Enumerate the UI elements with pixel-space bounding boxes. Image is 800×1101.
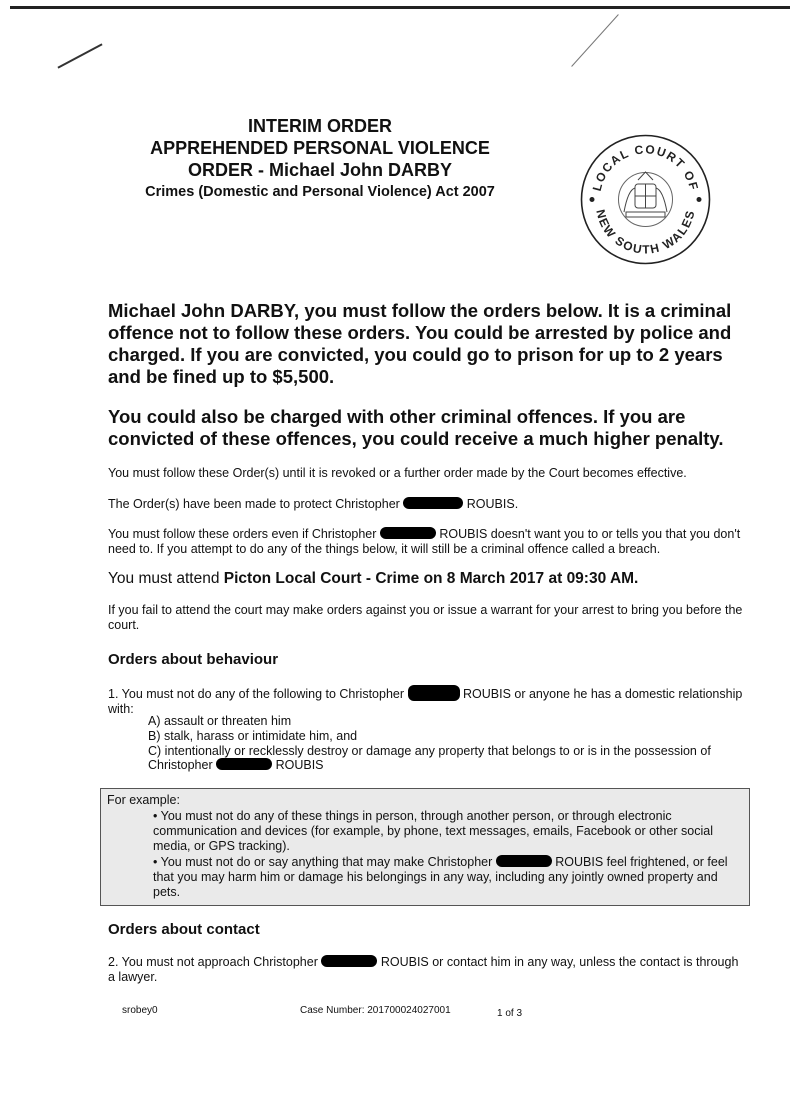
bullet2-text-pre: • You must not do or say anything that may make Christopher	[153, 855, 493, 869]
title-line-3: ORDER - Michael John DARBY	[187, 160, 453, 180]
court-seal-icon	[578, 132, 713, 267]
contact-heading: Orders about contact	[108, 921, 260, 938]
seal-top-text: LOCAL COURT OF	[589, 142, 702, 193]
court-date: Picton Local Court - Crime on 8 March 2017 at 09:30 AM.	[223, 570, 639, 587]
behaviour-heading: Orders about behaviour	[108, 651, 279, 668]
rule2-text-post: ROUBIS or contact him in any way, unless the contact is through a lawyer.	[108, 955, 739, 984]
protect-statement	[108, 497, 748, 512]
item-c-text-pre: C) intentionally or recklessly destroy or damage any property that belongs to or is in the possession of Christopher	[148, 744, 711, 772]
rule2-text-pre: 2. You must not approach Christopher	[108, 955, 318, 969]
example-box	[100, 788, 750, 906]
footer-page-number: 1 of 3	[497, 1008, 523, 1019]
example-bullet-1: • You must not do any of these things in person, through another person, or through electronic communication and devices (for example, by phone, text messages, emails, Facebook or other social media, or GPS tracking).	[153, 809, 713, 853]
behaviour-rule-1	[108, 685, 748, 717]
pen-mark	[57, 43, 102, 68]
redaction-mark	[408, 685, 460, 701]
example-bullet-2	[153, 855, 743, 900]
attendance-statement	[108, 570, 748, 588]
rule1-text-post: ROUBIS or anyone he has a domestic relationship with:	[108, 687, 743, 716]
redaction-mark	[496, 855, 552, 867]
primary-warning: Michael John DARBY, you must follow the orders below. It is a criminal offence not to follow these orders. You could be arrested by police and charged. If you are convicted, you could go to prison for up to 2 years and be fined up to $5,500.	[108, 300, 732, 387]
bullet2-text-post: ROUBIS feel frightened, or feel that you may harm him or damage his belongings in any way, including any jointly owned property and pets.	[153, 855, 728, 899]
contact-rule-2	[108, 955, 748, 985]
breach-text-post: ROUBIS doesn't want you to or tells you that you don't need to. If you attempt to do any of the things below, it will still be a criminal offence called a breach.	[108, 527, 741, 556]
pen-mark-faint	[571, 14, 619, 67]
attend-text-pre: You must attend	[108, 570, 220, 587]
breach-text-pre: You must follow these orders even if Christopher	[108, 527, 377, 541]
behaviour-item-b: B) stalk, harass or intimidate him, and	[148, 729, 358, 743]
failure-statement: If you fail to attend the court may make orders against you or issue a warrant for your arrest to bring you before the court.	[108, 603, 743, 632]
seal-bottom-text: NEW SOUTH WALES	[593, 208, 698, 257]
behaviour-item-c	[148, 744, 748, 772]
item-c-text-post: ROUBIS	[275, 758, 324, 772]
behaviour-item-a: A) assault or threaten him	[148, 714, 292, 728]
title-line-2: APPREHENDED PERSONAL VIOLENCE	[150, 138, 490, 158]
redaction-mark	[216, 758, 272, 770]
act-title: Crimes (Domestic and Personal Violence) Act 2007	[145, 184, 495, 200]
secondary-warning: You could also be charged with other criminal offences. If you are convicted of these offences, you could receive a much higher penalty.	[108, 406, 724, 449]
redaction-mark	[380, 527, 436, 539]
top-border-line	[10, 6, 790, 9]
svg-text:NEW SOUTH WALES	[593, 208, 697, 257]
protect-text-post: ROUBIS.	[466, 497, 519, 511]
redaction-mark	[403, 497, 463, 509]
protect-text-pre: The Order(s) have been made to protect Christopher	[108, 497, 400, 511]
document-header	[100, 115, 540, 203]
follow-statement: You must follow these Order(s) until it is revoked or a further order made by the Court becomes effective.	[108, 466, 687, 480]
title-line-1: INTERIM ORDER	[248, 116, 392, 136]
example-title: For example:	[107, 793, 180, 807]
breach-statement	[108, 527, 748, 557]
redaction-mark	[321, 955, 377, 967]
footer-case-number: Case Number: 201700024027001	[300, 1005, 451, 1016]
footer-user: srobey0	[122, 1005, 158, 1016]
rule1-text-pre: 1. You must not do any of the following to Christopher	[108, 687, 405, 701]
